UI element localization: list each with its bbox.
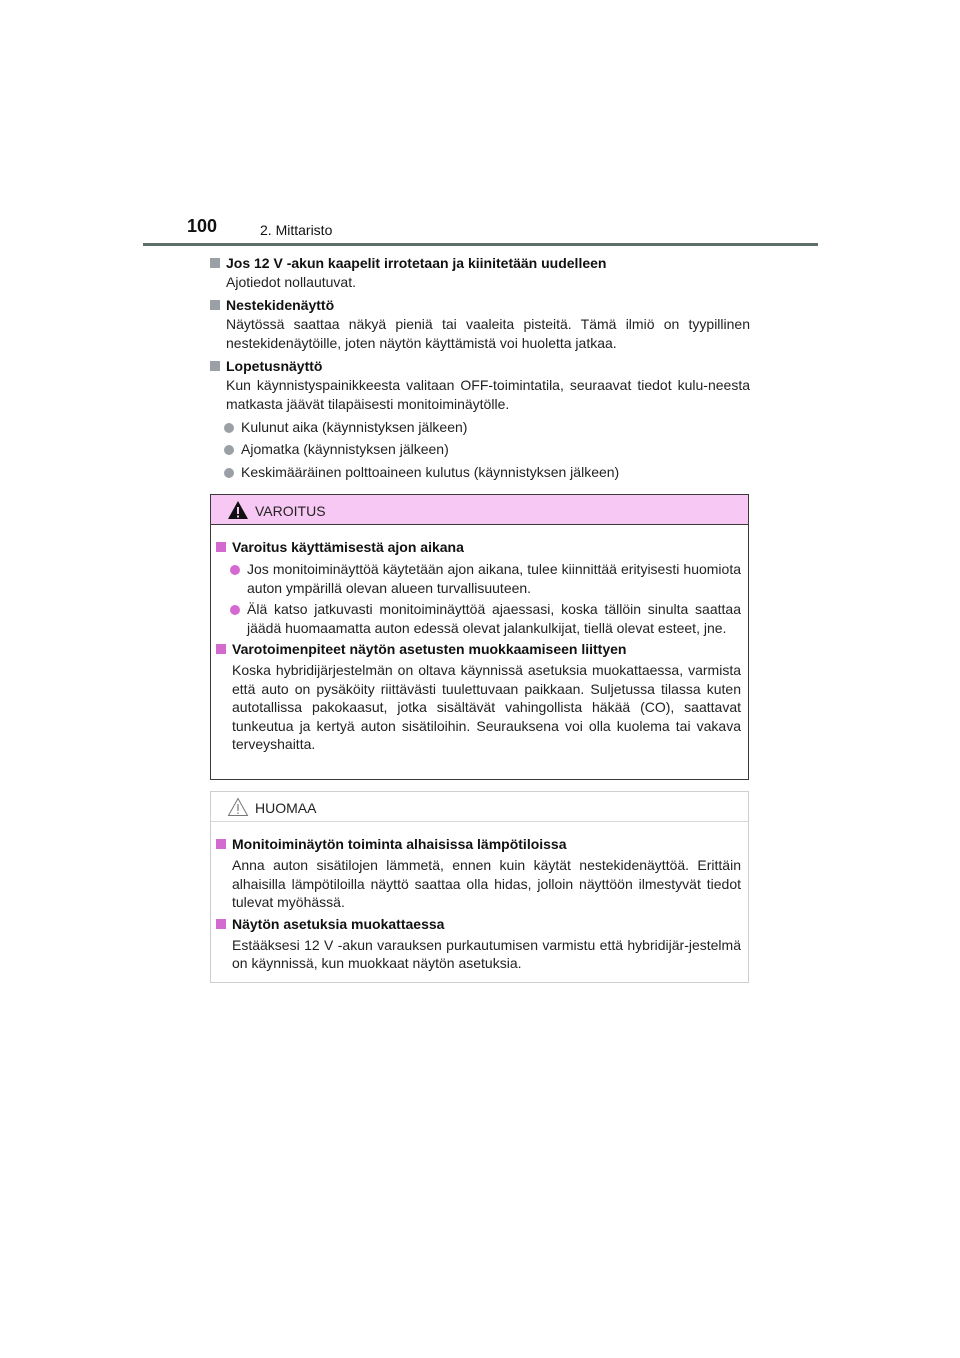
note-box-title: HUOMAA (255, 800, 317, 816)
note-heading (216, 915, 741, 934)
square-bullet-icon (216, 919, 226, 929)
warning-heading (216, 538, 741, 557)
note-heading (216, 835, 741, 854)
warning-heading-text: Varoitus käyttämisestä ajon aikana (232, 539, 464, 555)
section-heading-text: Lopetusnäyttö (226, 357, 323, 374)
square-bullet-icon (216, 644, 226, 654)
note-item (216, 915, 741, 973)
list-item-text: Keskimääräinen polttoaineen kulutus (käynnistyksen jälkeen) (241, 463, 620, 480)
list-item (210, 463, 750, 483)
note-box-body (211, 822, 748, 973)
page-header (0, 0, 960, 250)
note-item (216, 835, 741, 912)
list-item-text: Ajomatka (käynnistyksen jälkeen) (241, 441, 449, 457)
caution-triangle-outline-icon (227, 797, 249, 817)
list-item-text: Älä katso jatkuvasti monitoiminäyttöä ajaessasi, koska tällöin sinulta saattaa jäädä huomaamatta auton edessä olevat jalankulkijat, tiellä olevat esteet, jne. (247, 601, 741, 636)
circle-bullet-icon (224, 468, 234, 478)
note-text: Estääksesi 12 V -akun varauksen purkautumisen varmistu että hybridijär-jestelmä on käynnissä, kun muokkaat näytön asetuksia. (232, 936, 741, 971)
warning-box-body (211, 525, 748, 754)
note-heading-text: Näytön asetuksia muokattaessa (232, 915, 445, 932)
square-bullet-icon (216, 542, 226, 552)
list-item-text: Jos monitoiminäyttöä käytetään ajon aikana, tulee kiinnittää erityisesti huomiota auton ympärillä olevan alueen turvallisuuteen. (247, 561, 741, 596)
section-heading-text: Jos 12 V -akun kaapelit irrotetaan ja kiinitetään uudelleen (226, 255, 607, 271)
note-box (210, 791, 749, 983)
circle-bullet-icon (230, 605, 240, 615)
header-divider (143, 243, 818, 246)
section-battery-cables (210, 254, 750, 293)
section-heading (210, 357, 750, 376)
list-item (210, 440, 750, 460)
note-text: Anna auton sisätilojen lämmetä, ennen kuin käytät nestekidenäyttöä. Erittäin alhaisilla lämpötiloilla näyttö saattaa olla hidas, jolloin näyttöön ilmestyvät tiedot tulevat myöhässä. (232, 857, 741, 910)
circle-bullet-icon (224, 423, 234, 433)
section-text: Ajotiedot nollautuvat. (226, 274, 356, 290)
warning-triangle-icon (227, 500, 249, 520)
main-content (210, 254, 750, 485)
note-box-header (211, 792, 748, 822)
warning-heading (216, 640, 741, 659)
square-bullet-icon (216, 839, 226, 849)
section-heading-text: Nestekidenäyttö (226, 296, 335, 313)
square-bullet-icon (210, 361, 220, 371)
warning-item (216, 538, 741, 637)
list-item (216, 600, 741, 637)
list-item (216, 560, 741, 597)
circle-bullet-icon (224, 445, 234, 455)
section-heading (210, 254, 750, 273)
list-item (210, 418, 750, 438)
chapter-title: 2. Mittaristo (260, 222, 333, 238)
warning-box (210, 494, 749, 780)
warning-box-header (211, 495, 748, 525)
square-bullet-icon (210, 258, 220, 268)
warning-box-title: VAROITUS (255, 503, 326, 519)
list-item-text: Kulunut aika (käynnistyksen jälkeen) (241, 418, 468, 435)
section-shutdown-display (210, 357, 750, 483)
warning-heading-text: Varotoimenpiteet näytön asetusten muokkaamiseen liittyen (232, 641, 627, 657)
page-number: 100 (187, 216, 218, 236)
note-heading-text: Monitoiminäytön toiminta alhaisissa lämpötiloissa (232, 836, 567, 852)
section-lcd (210, 296, 750, 354)
square-bullet-icon (210, 300, 220, 310)
section-heading (210, 296, 750, 315)
circle-bullet-icon (230, 565, 240, 575)
warning-item (216, 640, 741, 754)
section-text: Näytössä saattaa näkyä pieniä tai vaaleita pisteitä. Tämä ilmiö on tyypillinen nestekidenäytöille, joten näytön käyttämistä voi huoletta jatkaa. (226, 315, 750, 351)
section-text: Kun käynnistyspainikkeesta valitaan OFF-toimintatila, seuraavat tiedot kulu-neesta matkasta jäävät tilapäisesti monitoiminäytölle. (226, 376, 750, 412)
warning-text: Koska hybridijärjestelmän on oltava käynnissä asetuksia muokattaessa, varmista että auto on pysäköity riittävästi tuulettuvaan paikkaan. Suljetussa tilassa kuten autotallissa pakokaasut, jotka sisältävät vahingollista häkää (CO), saattavat tunkeutua ja kertyä auton sisätiloihin. Seurauksena voi olla kuolema tai vakava terveyshaitta. (232, 662, 741, 752)
